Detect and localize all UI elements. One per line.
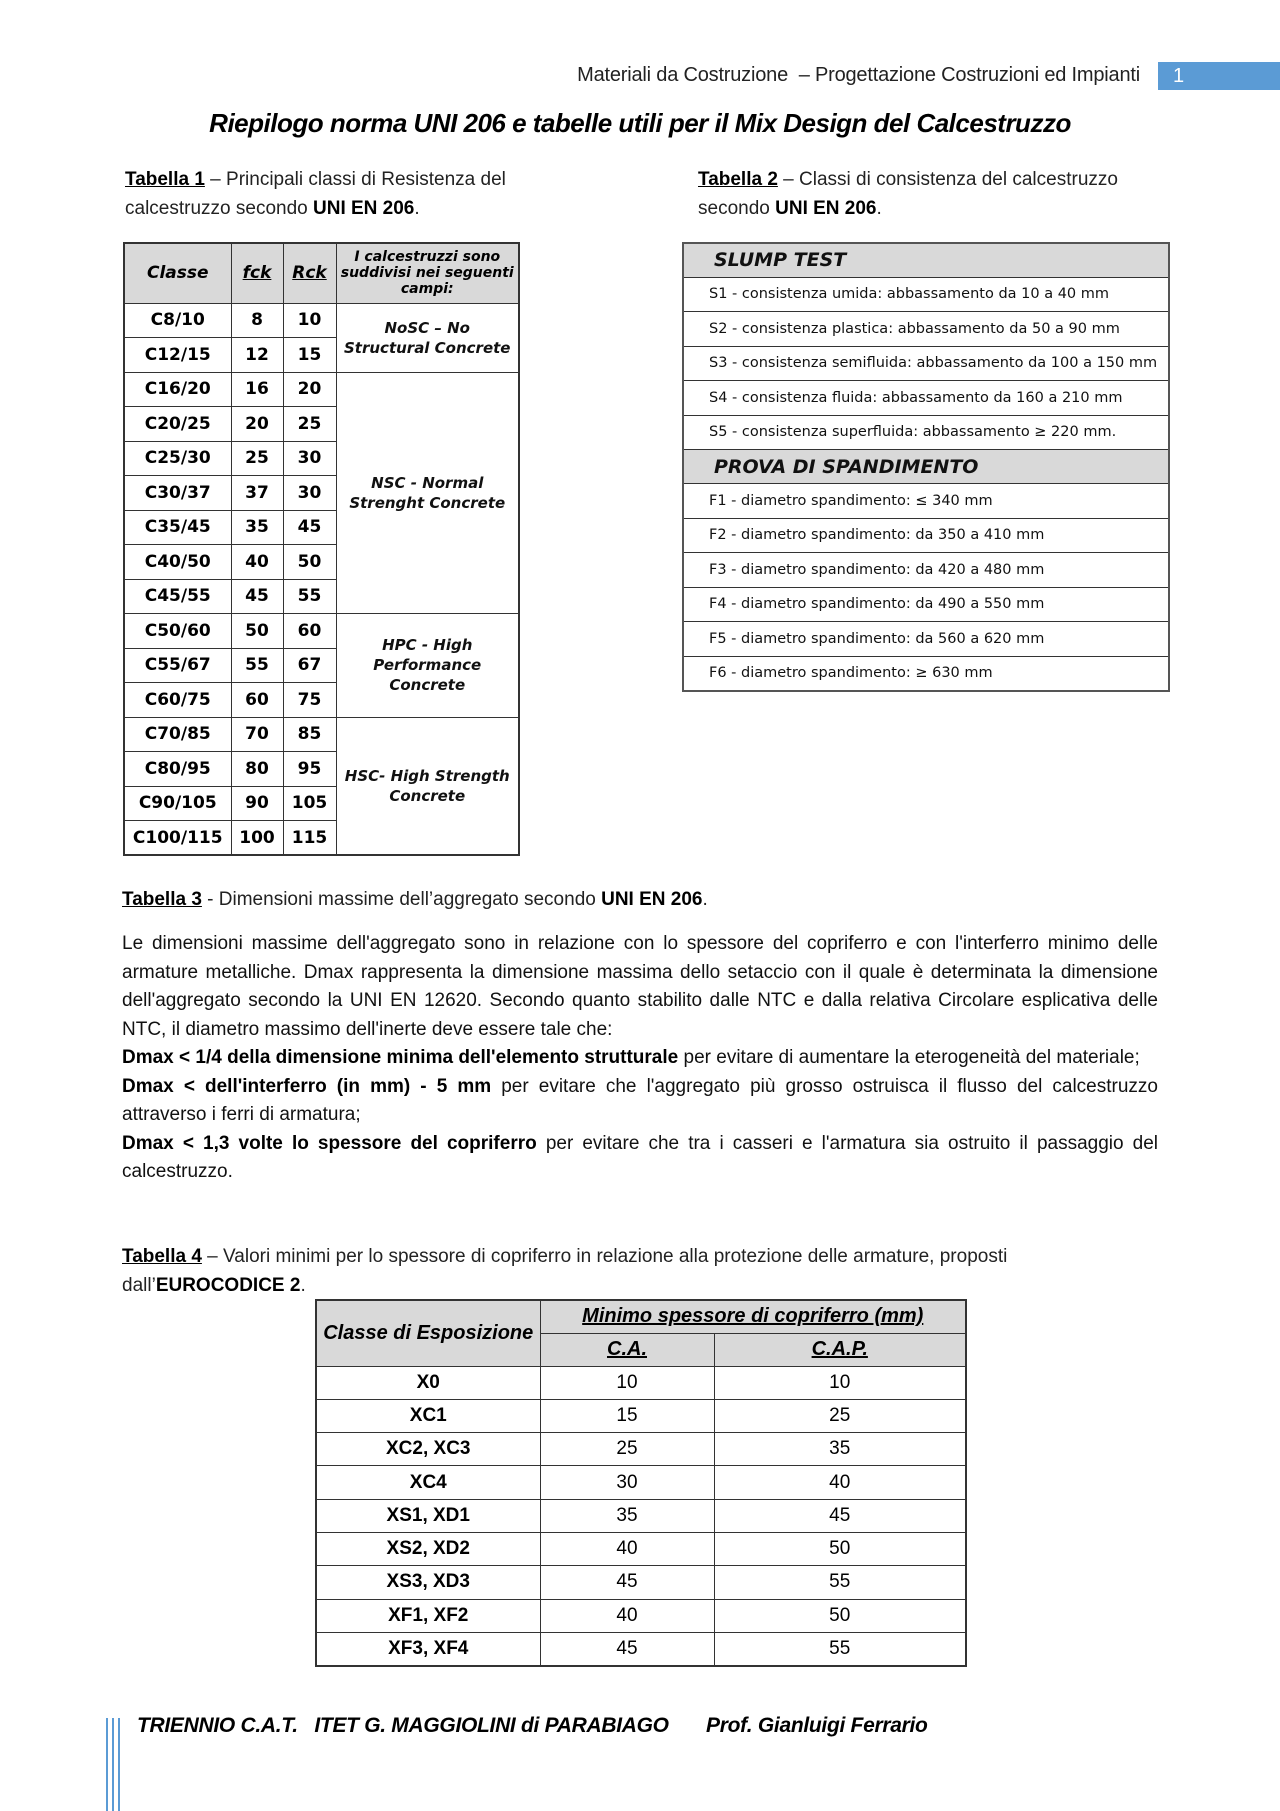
cell-classe: C20/25 <box>124 407 231 442</box>
cell-ca: 30 <box>540 1466 714 1499</box>
cell-classe: XC1 <box>316 1399 540 1432</box>
cell-fck: 20 <box>231 407 283 442</box>
col-header-cap: C.A.P. <box>714 1333 966 1366</box>
cell-rck: 105 <box>283 786 336 821</box>
cell-classe: C16/20 <box>124 372 231 407</box>
cell-ca: 10 <box>540 1366 714 1399</box>
table-row <box>124 614 519 649</box>
table-row <box>683 381 1169 416</box>
table-row <box>683 622 1169 657</box>
table-row <box>683 312 1169 347</box>
cell-cap: 45 <box>714 1499 966 1532</box>
cell-classe: C8/10 <box>124 303 231 338</box>
dmax-rule-1: Dmax < 1/4 della dimensione minima dell'elemento strutturale per evitare di aumentare la eterogeneità del materiale; <box>122 1047 1140 1068</box>
cell-fck: 12 <box>231 338 283 373</box>
consistency-class: F1 - diametro spandimento: ≤ 340 mm <box>683 484 1169 519</box>
cell-cap: 10 <box>714 1366 966 1399</box>
table4-label: Tabella 4 <box>122 1246 202 1267</box>
table-row <box>316 1466 966 1499</box>
cell-fck: 8 <box>231 303 283 338</box>
cell-rck: 95 <box>283 752 336 787</box>
cell-ca: 15 <box>540 1399 714 1432</box>
cell-classe: C12/15 <box>124 338 231 373</box>
table3-label: Tabella 3 <box>122 889 202 910</box>
cell-cap: 55 <box>714 1566 966 1599</box>
table2-caption: Tabella 2 – Classi di consistenza del calcestruzzo secondo UNI EN 206. <box>698 169 1118 219</box>
page-number-badge: 1 <box>1158 62 1280 90</box>
cell-classe: C40/50 <box>124 545 231 580</box>
table-row <box>683 346 1169 381</box>
cell-classe: C55/67 <box>124 648 231 683</box>
cell-classe: C80/95 <box>124 752 231 787</box>
table2-consistency-classes <box>682 242 1170 692</box>
consistency-class: S3 - consistenza semifluida: abbassamento da 100 a 150 mm <box>683 346 1169 381</box>
table-row <box>124 303 519 338</box>
dmax-rule-2: Dmax < dell'interferro (in mm) - 5 mm per evitare che l'aggregato più grosso ostruisca il flusso del calcestruzzo attraverso i ferri di armatura; <box>122 1075 1158 1125</box>
cell-classe: XC4 <box>316 1466 540 1499</box>
consistency-class: F6 - diametro spandimento: ≥ 630 mm <box>683 656 1169 691</box>
consistency-class: S1 - consistenza umida: abbassamento da 10 a 40 mm <box>683 277 1169 312</box>
table-row <box>683 415 1169 450</box>
table1-strength-classes <box>123 242 520 856</box>
cell-classe: C70/85 <box>124 717 231 752</box>
table-row <box>683 656 1169 691</box>
col-header-ca: C.A. <box>540 1333 714 1366</box>
cell-rck: 20 <box>283 372 336 407</box>
consistency-class: S4 - consistenza fluida: abbassamento da 160 a 210 mm <box>683 381 1169 416</box>
cell-fck: 37 <box>231 476 283 511</box>
cell-classe: XS1, XD1 <box>316 1499 540 1532</box>
cell-rck: 85 <box>283 717 336 752</box>
cell-fck: 60 <box>231 683 283 718</box>
table-row <box>316 1399 966 1432</box>
cell-classe: C60/75 <box>124 683 231 718</box>
table2-label: Tabella 2 <box>698 169 778 190</box>
cell-ca: 35 <box>540 1499 714 1532</box>
section-header-row <box>683 243 1169 277</box>
table-row <box>124 717 519 752</box>
table-row <box>316 1499 966 1532</box>
section-header-row <box>683 450 1169 484</box>
strength-category: HPC - High Performance Concrete <box>336 614 519 718</box>
cell-classe: C45/55 <box>124 579 231 614</box>
cell-ca: 40 <box>540 1599 714 1632</box>
cell-fck: 80 <box>231 752 283 787</box>
cell-classe: C25/30 <box>124 441 231 476</box>
cell-ca: 45 <box>540 1566 714 1599</box>
table1-header-row <box>124 243 519 303</box>
running-title: Materiali da Costruzione – Progettazione Costruzioni ed Impianti <box>577 64 1140 86</box>
cell-rck: 50 <box>283 545 336 580</box>
cell-classe: C100/115 <box>124 821 231 856</box>
table-row <box>316 1632 966 1665</box>
page-header <box>0 62 1280 92</box>
table-row <box>316 1599 966 1632</box>
cell-classe: C35/45 <box>124 510 231 545</box>
table4-caption: Tabella 4 – Valori minimi per lo spessore di copriferro in relazione alla protezione delle armature, proposti dall’EUROCODICE 2. <box>122 1246 1008 1296</box>
cell-classe: C50/60 <box>124 614 231 649</box>
table-row <box>683 587 1169 622</box>
cell-fck: 70 <box>231 717 283 752</box>
cell-classe: XC2, XC3 <box>316 1433 540 1466</box>
cell-fck: 35 <box>231 510 283 545</box>
cell-cap: 50 <box>714 1599 966 1632</box>
document-title: Riepilogo norma UNI 206 e tabelle utili per il Mix Design del Calcestruzzo <box>209 108 1071 138</box>
cell-rck: 30 <box>283 476 336 511</box>
cell-classe: C90/105 <box>124 786 231 821</box>
cell-classe: XF3, XF4 <box>316 1632 540 1665</box>
cell-classe: XS3, XD3 <box>316 1566 540 1599</box>
cell-ca: 25 <box>540 1433 714 1466</box>
table3-caption: Tabella 3 - Dimensioni massime dell’aggregato secondo UNI EN 206. <box>122 889 708 910</box>
cell-rck: 67 <box>283 648 336 683</box>
cell-classe: C30/37 <box>124 476 231 511</box>
col-header-rck: Rck <box>283 243 336 303</box>
consistency-class: S5 - consistenza superfluida: abbassamento ≥ 220 mm. <box>683 415 1169 450</box>
dmax-rule-3: Dmax < 1,3 volte lo spessore del copriferro per evitare che tra i casseri e l'armatura sia ostruito il passaggio del calcestruzzo. <box>122 1132 1159 1182</box>
cell-classe: XS2, XD2 <box>316 1532 540 1565</box>
footer-decoration-lines <box>106 1718 126 1811</box>
cell-fck: 25 <box>231 441 283 476</box>
cell-rck: 15 <box>283 338 336 373</box>
table-row <box>683 553 1169 588</box>
cell-fck: 16 <box>231 372 283 407</box>
cell-classe: XF1, XF2 <box>316 1599 540 1632</box>
cell-fck: 50 <box>231 614 283 649</box>
cell-rck: 75 <box>283 683 336 718</box>
cell-ca: 45 <box>540 1632 714 1665</box>
cell-cap: 55 <box>714 1632 966 1665</box>
table-row <box>316 1532 966 1565</box>
cell-classe: X0 <box>316 1366 540 1399</box>
cell-ca: 40 <box>540 1532 714 1565</box>
table-row <box>316 1566 966 1599</box>
cell-rck: 10 <box>283 303 336 338</box>
cell-fck: 90 <box>231 786 283 821</box>
consistency-class: F3 - diametro spandimento: da 420 a 480 mm <box>683 553 1169 588</box>
table-row <box>683 277 1169 312</box>
table-row <box>124 372 519 407</box>
consistency-class: F4 - diametro spandimento: da 490 a 550 mm <box>683 587 1169 622</box>
col-header-fields: I calcestruzzi sono suddivisi nei seguenti campi: <box>336 243 519 303</box>
footer-school: TRIENNIO C.A.T. ITET G. MAGGIOLINI di PARABIAGO <box>137 1714 669 1737</box>
footer-author: Prof. Gianluigi Ferrario <box>706 1714 928 1737</box>
table-row <box>683 518 1169 553</box>
table1-caption: Tabella 1 – Principali classi di Resistenza del calcestruzzo secondo UNI EN 206. <box>125 169 506 219</box>
cell-rck: 55 <box>283 579 336 614</box>
table4-cover-thickness <box>315 1299 967 1667</box>
cell-fck: 40 <box>231 545 283 580</box>
col-header-fck: fck <box>231 243 283 303</box>
cell-cap: 40 <box>714 1466 966 1499</box>
col-header-classe: Classe <box>124 243 231 303</box>
cell-fck: 55 <box>231 648 283 683</box>
table-row <box>316 1433 966 1466</box>
consistency-class: F2 - diametro spandimento: da 350 a 410 mm <box>683 518 1169 553</box>
strength-category: HSC- High Strength Concrete <box>336 717 519 855</box>
strength-category: NSC - Normal Strenght Concrete <box>336 372 519 614</box>
consistency-class: S2 - consistenza plastica: abbassamento da 50 a 90 mm <box>683 312 1169 347</box>
cell-rck: 25 <box>283 407 336 442</box>
cell-cap: 25 <box>714 1399 966 1432</box>
cell-rck: 45 <box>283 510 336 545</box>
cell-cap: 50 <box>714 1532 966 1565</box>
table-row <box>316 1366 966 1399</box>
cell-rck: 60 <box>283 614 336 649</box>
cell-rck: 115 <box>283 821 336 856</box>
table3-intro: Le dimensioni massime dell'aggregato sono in relazione con lo spessore del copriferro e con l'interferro minimo delle armature metalliche. Dmax rappresenta la dimensione massima dello setaccio con il quale è determinata la dimensione dell'aggregato secondo la UNI EN 12620. Secondo quanto stabilito dalle NTC e dalla relativa Circolare esplicativa delle NTC, il diametro massimo dell'inerte deve essere tale che: <box>122 933 1158 1040</box>
strength-category: NoSC – No Structural Concrete <box>336 303 519 372</box>
table-row <box>683 484 1169 519</box>
cell-fck: 45 <box>231 579 283 614</box>
table3-body <box>122 930 1158 1187</box>
table1-label: Tabella 1 <box>125 169 205 190</box>
cell-rck: 30 <box>283 441 336 476</box>
section-title: PROVA DI SPANDIMENTO <box>683 450 1169 484</box>
section-title: SLUMP TEST <box>683 243 1169 277</box>
col-header-min-cover: Minimo spessore di copriferro (mm) <box>540 1300 966 1333</box>
cell-fck: 100 <box>231 821 283 856</box>
consistency-class: F5 - diametro spandimento: da 560 a 620 mm <box>683 622 1169 657</box>
col-header-exposure-class: Classe di Esposizione <box>316 1300 540 1366</box>
cell-cap: 35 <box>714 1433 966 1466</box>
